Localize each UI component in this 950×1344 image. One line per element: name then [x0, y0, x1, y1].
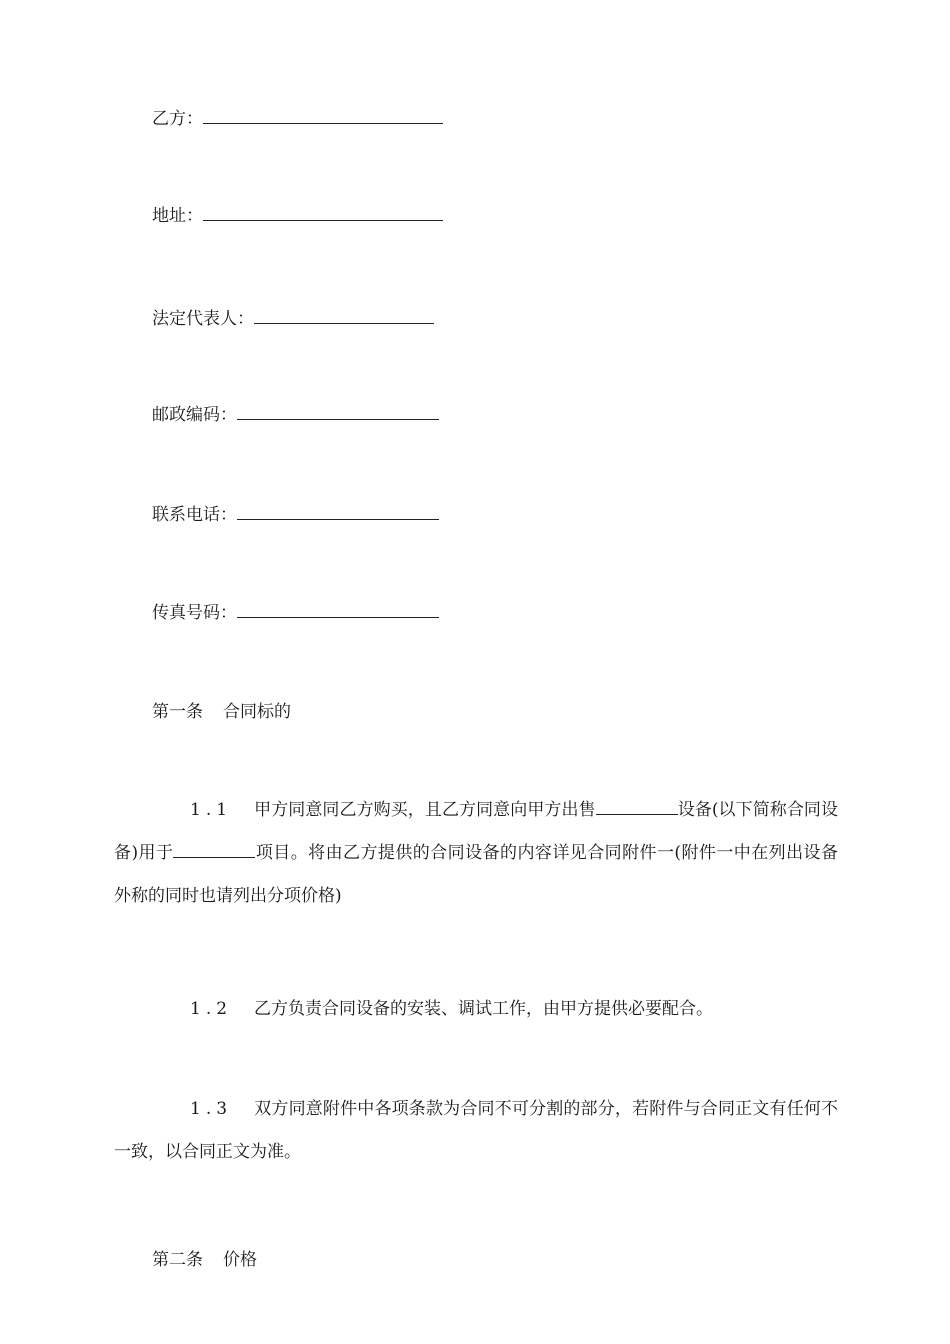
legal-rep-field [152, 307, 434, 331]
article-2-number: 第二条 [152, 1250, 203, 1270]
phone-label: 联系电话： [152, 505, 237, 525]
article-2-title: 价格 [223, 1250, 257, 1270]
address-field [152, 204, 443, 228]
article-1-heading [152, 700, 291, 724]
clause-1-1-text-a: 甲方同意同乙方购买，且乙方同意向甲方出售 [254, 800, 596, 820]
fax-field [152, 601, 439, 625]
clause-1-2-number: 1.2 [190, 999, 233, 1019]
clause-1-1-text-b: 设备(以下简称合同设备)用于 [114, 800, 839, 863]
clause-1-1-text-c: 项目。将由乙方提供的合同设备的内容详见合同附件一(附件一中在列出设备外称的同时也请列出分项价格) [114, 843, 838, 906]
article-1-title: 合同标的 [223, 702, 291, 722]
clause-1-2 [114, 988, 838, 1031]
clause-1-3-text: 双方同意附件中各项条款为合同不可分割的部分，若附件与合同正文有任何不一致，以合同正文为准。 [114, 1099, 838, 1162]
clause-1-1-number: 1.1 [190, 800, 233, 820]
phone-blank [237, 518, 439, 520]
equipment-blank [596, 797, 678, 815]
fax-label: 传真号码： [152, 603, 237, 623]
legal-rep-blank [254, 322, 434, 324]
legal-rep-label: 法定代表人： [152, 309, 254, 329]
postcode-label: 邮政编码： [152, 405, 237, 425]
fax-blank [237, 616, 439, 618]
address-label: 地址： [152, 206, 203, 226]
party-b-blank [203, 122, 443, 124]
clause-1-2-text: 乙方负责合同设备的安装、调试工作，由甲方提供必要配合。 [254, 999, 714, 1019]
clause-1-3 [114, 1088, 838, 1174]
phone-field [152, 503, 439, 527]
party-b-field [152, 107, 443, 131]
address-blank [203, 219, 443, 221]
party-b-label: 乙方： [152, 109, 203, 129]
postcode-blank [237, 418, 439, 420]
article-2-heading [152, 1248, 257, 1272]
postcode-field [152, 403, 439, 427]
article-1-number: 第一条 [152, 702, 203, 722]
clause-1-3-number: 1.3 [190, 1099, 233, 1119]
clause-1-1 [114, 789, 838, 918]
project-blank [173, 840, 255, 858]
